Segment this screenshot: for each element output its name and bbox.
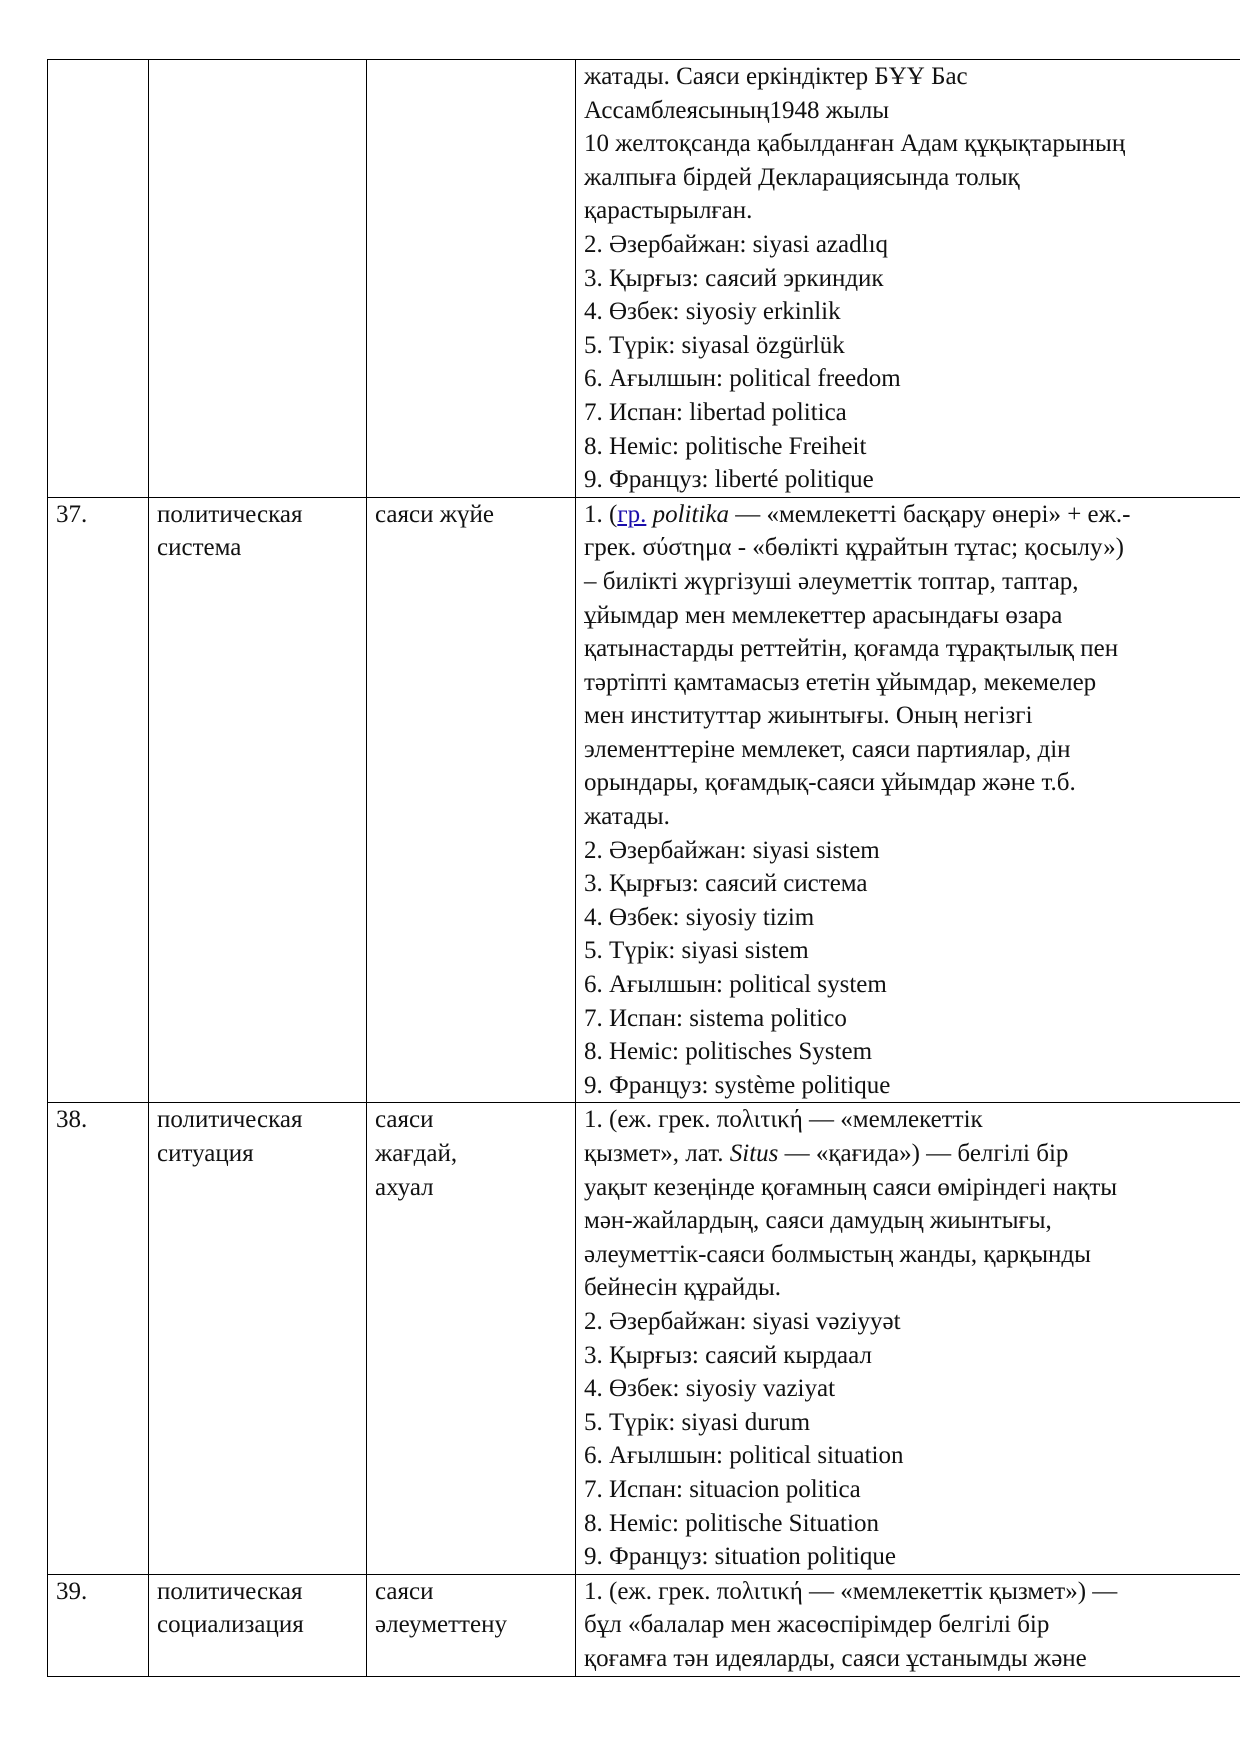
definition-cell (576, 1574, 1240, 1676)
translation-line: 3. Қырғыз: саясий система (584, 870, 868, 898)
translation-line: 3. Қырғыз: саясий эркиндик (584, 264, 884, 292)
definition-cell (576, 60, 1240, 498)
russian-term (149, 60, 367, 498)
translation-line: 8. Неміс: politisches System (584, 1038, 873, 1066)
definition-text: 1. ( (584, 500, 618, 528)
definition-line: қатынастарды реттейтін, қоғамда тұрақтылық пен (584, 635, 1119, 663)
translation-line: 7. Испан: sistema politico (584, 1004, 847, 1032)
latin-term: Situs (729, 1140, 779, 1167)
definition-line: мен институттар жиынтығы. Оның негізгі (584, 702, 1033, 730)
table-row (48, 497, 1240, 1103)
kazakh-term-line: саяси (375, 1106, 434, 1134)
kazakh-term (367, 60, 576, 498)
translation-line: 9. Француз: situation politique (584, 1543, 896, 1571)
kazakh-term-line: әлеуметтену (375, 1611, 507, 1639)
translation-line: 4. Өзбек: siyosiy tizim (584, 903, 815, 931)
definition-line: бейнесін құрайды. (584, 1274, 782, 1302)
definition-line: Ассамблеясының1948 жылы (584, 96, 890, 124)
translation-line: 9. Француз: liberté politique (584, 466, 874, 494)
definition-line: грек. σύστημα - «бөлікті құрайтын тұтас; қосылу») (584, 534, 1124, 562)
translation-line: 6. Ағылшын: political freedom (584, 365, 901, 393)
definition-line: ұйымдар мен мемлекеттер арасындағы өзара (584, 601, 1063, 629)
row-number: 38. (48, 1103, 149, 1574)
russian-term-line: политическая (157, 1106, 303, 1134)
definition-line: 1. (еж. грек. πολιτική — «мемлекеттік қызмет») — (584, 1577, 1118, 1605)
translation-line: 7. Испан: libertad politica (584, 398, 847, 426)
kazakh-term (367, 1574, 576, 1676)
translation-line: 8. Неміс: politische Freiheit (584, 432, 867, 460)
table-row (48, 60, 1240, 498)
definition-line: жалпыға бірдей Декларациясында толық (584, 163, 1020, 191)
definition-line: элементтеріне мемлекет, саяси партиялар, дін (584, 735, 1071, 763)
translation-line: 9. Француз: système politique (584, 1071, 891, 1099)
translation-line: 6. Ағылшын: political situation (584, 1442, 904, 1470)
russian-term-line: система (157, 534, 242, 562)
glossary-table (47, 59, 1240, 1677)
kazakh-term-line: ахуал (375, 1173, 434, 1201)
definition-line: жатады. Саяси еркіндіктер БҰҰ Бас (584, 63, 968, 90)
kazakh-term-line: саяси (375, 1577, 434, 1605)
kazakh-term-line: жағдай, (375, 1140, 458, 1167)
translation-line: 2. Әзербайжан: siyasi vəziyyət (584, 1307, 901, 1335)
definition-line: уақыт кезеңінде қоғамның саяси өміріндегі нақты (584, 1173, 1118, 1201)
definition-line: жатады. (584, 803, 670, 831)
russian-term-line: политическая (157, 500, 303, 528)
russian-term-line: политическая (157, 1577, 303, 1605)
table-row (48, 1574, 1240, 1676)
definition-line (584, 498, 1240, 532)
definition-line: орындары, қоғамдық-саяси ұйымдар және т.б. (584, 769, 1076, 797)
translation-line: 8. Неміс: politische Situation (584, 1509, 879, 1537)
kazakh-term (367, 1103, 576, 1574)
definition-line: тәртіпті қамтамасыз ететін ұйымдар, мекемелер (584, 668, 1097, 696)
etymology-link[interactable]: гр. (617, 500, 647, 528)
definition-line: әлеуметтік-саяси болмыстың жанды, қарқынды (584, 1240, 1091, 1268)
translation-line: 2. Әзербайжан: siyasi sistem (584, 836, 880, 864)
definition-line: 1. (еж. грек. πολιτική — «мемлекеттік (584, 1106, 983, 1134)
row-number: 37. (48, 497, 149, 1103)
definition-text: — «қағида») — белгілі бір (778, 1140, 1069, 1167)
russian-term-line: социализация (157, 1611, 304, 1639)
definition-line: – билікті жүргізуші әлеуметтік топтар, таптар, (584, 567, 1079, 595)
row-number (48, 60, 149, 498)
translation-line: 2. Әзербайжан: siyasi azadlıq (584, 230, 889, 258)
translation-line: 7. Испан: situacion politica (584, 1475, 861, 1503)
definition-line (584, 1137, 1240, 1171)
kazakh-term (367, 497, 576, 1103)
row-number: 39. (48, 1574, 149, 1676)
translation-line: 4. Өзбек: siyosiy erkinlik (584, 298, 841, 326)
definition-cell (576, 497, 1240, 1103)
definition-cell (576, 1103, 1240, 1574)
translation-line: 5. Түрік: siyasi sistem (584, 937, 809, 965)
translation-line: 3. Қырғыз: саясий кырдаал (584, 1341, 872, 1369)
translation-line: 6. Ағылшын: political system (584, 971, 887, 999)
translation-line: 5. Түрік: siyasi durum (584, 1408, 811, 1436)
kazakh-term-line: саяси жүйе (375, 500, 494, 528)
table-row (48, 1103, 1240, 1574)
russian-term-line: ситуация (157, 1140, 254, 1167)
definition-line: бұл «балалар мен жасөспірімдер белгілі бір (584, 1611, 1050, 1639)
definition-line: мән-жайлардың, саяси дамудың жиынтығы, (584, 1207, 1052, 1235)
definition-line: 10 желтоқсанда қабылданған Адам құқықтарының (584, 130, 1126, 158)
latin-term: politika (652, 500, 729, 528)
definition-text: — «мемлекетті басқару өнері» + еж.- (728, 500, 1131, 528)
definition-text: қызмет», лат. (584, 1140, 730, 1167)
translation-line: 4. Өзбек: siyosiy vaziyat (584, 1375, 836, 1403)
definition-line: қоғамға тән идеяларды, саяси ұстанымды және (584, 1644, 1087, 1672)
russian-term (149, 497, 367, 1103)
russian-term (149, 1574, 367, 1676)
russian-term (149, 1103, 367, 1574)
definition-line: қарастырылған. (584, 197, 753, 225)
translation-line: 5. Түрік: siyasal özgürlük (584, 331, 845, 359)
